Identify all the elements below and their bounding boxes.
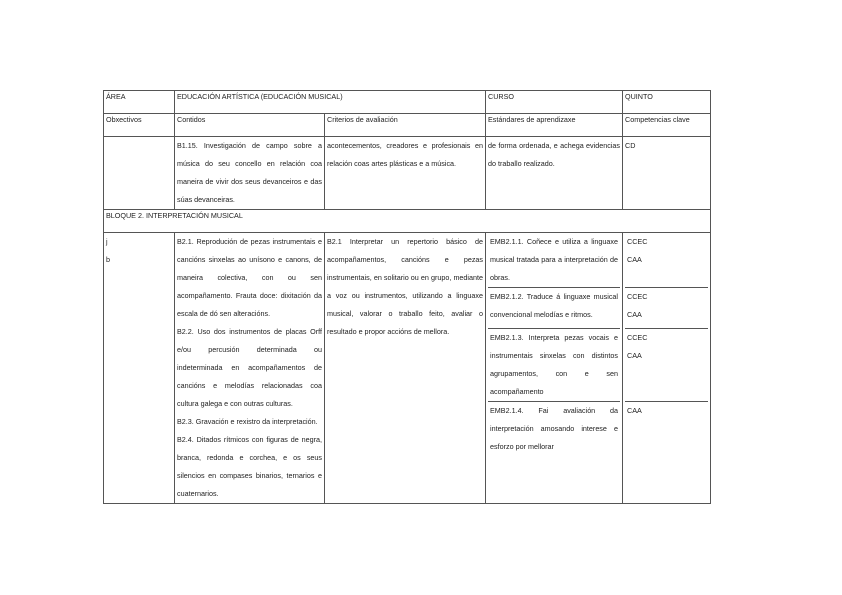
col-competencias: Competencias clave xyxy=(623,114,711,137)
estandar-item: EMB2.1.2. Traduce á linguaxe musical convencional melodías e ritmos. xyxy=(488,288,620,329)
bloque2-title: BLOQUE 2. INTERPRETACIÓN MUSICAL xyxy=(104,210,711,233)
estandar-item: EMB2.1.4. Fai avaliación da interpretación amosando interese e esforzo por mellorar xyxy=(490,406,619,451)
competencia-group xyxy=(625,402,708,492)
col-contidos: Contidos xyxy=(175,114,325,137)
area-label: ÁREA xyxy=(104,91,175,114)
contido-b115: B1.15. Investigación de campo sobre a música do seu concello en relación coa maneira de vivir dos seus devanceiros e das súas devanceiras. xyxy=(175,137,325,210)
obxectivos-cell xyxy=(104,137,175,210)
obxectivos-cell xyxy=(104,233,175,504)
estandar-b115: de forma ordenada, e achega evidencias do traballo realizado. xyxy=(486,137,623,210)
competencia-item: CAA xyxy=(627,310,642,319)
area-value: EDUCACIÓN ARTÍSTICA (EDUCACIÓN MUSICAL) xyxy=(175,91,486,114)
competencia-item: CCEC xyxy=(627,237,648,246)
estandares-cell xyxy=(486,233,623,504)
contido-item: B2.2. Uso dos instrumentos de placas Orff e/ou percusión determinada ou indeterminada en acompañamentos de cancións e melodías relacionadas coa cultura galega e con outras culturas. xyxy=(177,327,322,408)
estandar-item: EMB2.1.3. Interpreta pezas vocais e instrumentais sinxelas con distintos agrupamentos, con e sen acompañamento xyxy=(488,329,620,402)
curriculum-table xyxy=(103,90,711,504)
competencia-item: CCEC xyxy=(627,292,648,301)
competencia-item: CAA xyxy=(627,351,642,360)
col-criterios: Criterios de avaliación xyxy=(325,114,486,137)
competencia-group xyxy=(625,233,708,288)
criterio-cell: B2.1 Interpretar un repertorio básico de acompañamentos, cancións e pezas instrumentais, en solitario ou en grupo, mediante a voz ou instrumentos, utilizando a linguaxe musical, valorar o traballo feito, avaliar o resultado e propor accións de mellora. xyxy=(325,233,486,504)
curso-label: CURSO xyxy=(486,91,623,114)
criterio-b115: acontecementos, creadores e profesionais en relación coas artes plásticas e a música. xyxy=(325,137,486,210)
curso-value: QUINTO xyxy=(623,91,711,114)
obxectivo-item: j xyxy=(106,237,108,246)
table-row xyxy=(104,233,711,504)
contido-item: B2.3. Gravación e rexistro da interpretación. xyxy=(177,417,318,426)
competencia-item: CAA xyxy=(627,255,642,264)
table-row xyxy=(104,137,711,210)
bloque-row xyxy=(104,210,711,233)
col-obxectivos: Obxectivos xyxy=(104,114,175,137)
estandar-item: EMB2.1.1. Coñece e utiliza a linguaxe musical tratada para a interpretación de obras. xyxy=(488,233,620,288)
column-header-row xyxy=(104,114,711,137)
competencias-cell xyxy=(623,233,711,504)
competencia-group xyxy=(625,288,708,329)
competencia-b115: CD xyxy=(623,137,711,210)
header-row xyxy=(104,91,711,114)
competencia-group xyxy=(625,329,708,402)
col-estandares: Estándares de aprendizaxe xyxy=(486,114,623,137)
obxectivo-item: b xyxy=(106,255,110,264)
contido-item: B2.4. Ditados rítmicos con figuras de negra, branca, redonda e corchea, e os seus silencios en compases binarios, ternarios e cuaternarios. xyxy=(177,435,322,498)
contidos-cell xyxy=(175,233,325,504)
contido-item: B2.1. Reprodución de pezas instrumentais e cancións sinxelas ao unísono e canons, de maneira colectiva, con ou sen acompañamento. Frauta doce: dixitación da escala de dó sen alteracións. xyxy=(177,237,322,318)
competencia-item: CCEC xyxy=(627,333,648,342)
competencia-item: CAA xyxy=(627,406,642,415)
